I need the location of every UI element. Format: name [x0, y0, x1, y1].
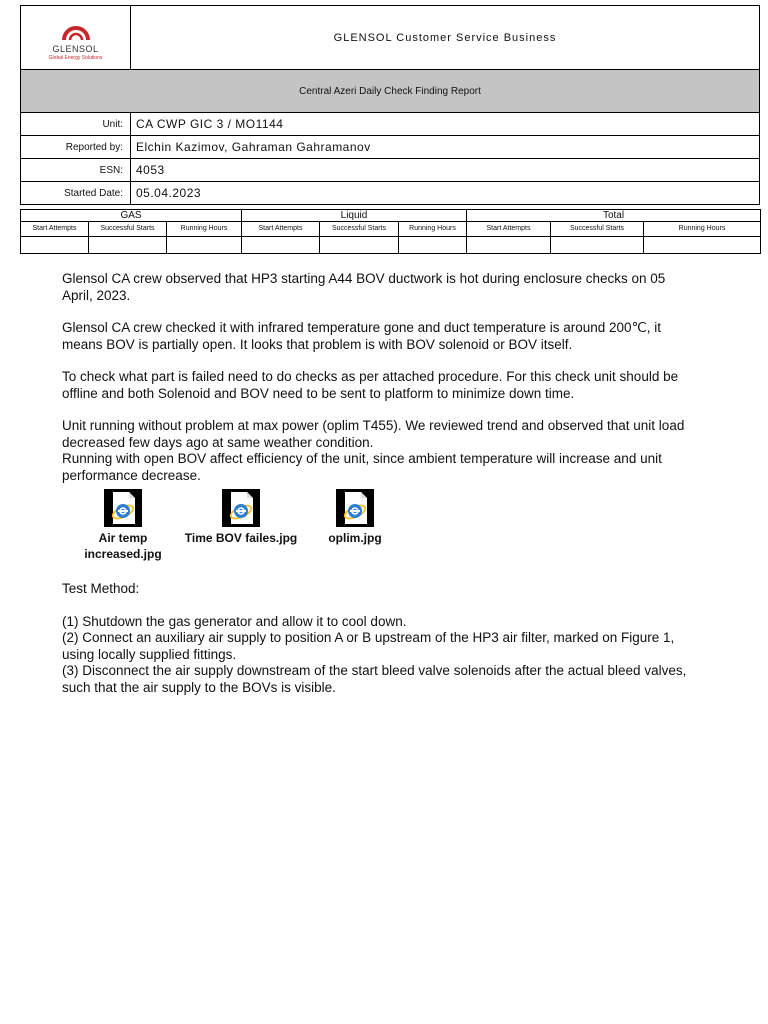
gas-successful-starts-header: Successful Starts — [89, 222, 167, 237]
observation-paragraph: Glensol CA crew observed that HP3 starting A44 BOV ductwork is hot during enclosure checks on 05 April, 2023. — [62, 271, 666, 303]
attachment-time-bov-label: Time BOV failes.jpg — [184, 531, 298, 545]
group-header-liquid: Liquid — [242, 210, 467, 222]
attachment-time-bov[interactable] — [182, 488, 300, 546]
unit-value: CA CWP GIC 3 / MO1144 — [131, 113, 760, 136]
report-title: Central Azeri Daily Check Finding Report — [21, 70, 760, 113]
total-start-attempts-cell — [467, 237, 551, 254]
gas-start-attempts-cell — [21, 237, 89, 254]
gas-successful-starts-cell — [89, 237, 167, 254]
attachment-oplim[interactable] — [320, 488, 390, 546]
attachment-air-temp-line2: increased.jpg — [84, 547, 162, 561]
logo-name: GLENSOL — [52, 43, 99, 54]
liquid-successful-starts-header: Successful Starts — [320, 222, 399, 237]
attachment-air-temp-line1: Air temp — [98, 531, 148, 545]
started-date-value: 05.04.2023 — [131, 182, 760, 205]
internet-explorer-file-icon — [335, 488, 375, 528]
gas-start-attempts-header: Start Attempts — [21, 222, 89, 237]
liquid-running-hours-cell — [399, 237, 467, 254]
total-running-hours-header: Running Hours — [644, 222, 761, 237]
trend-paragraph: Unit running without problem at max power (oplim T455). We reviewed trend and observed that unit load decreased few days ago at same weather condition. — [62, 418, 685, 450]
procedure-paragraph: To check what part is failed need to do checks as per attached procedure. For this check unit should be offline and both Solenoid and BOV need to be sent to platform to minimize down time. — [62, 369, 679, 401]
logo-cell — [21, 6, 131, 70]
started-date-label: Started Date: — [21, 182, 131, 205]
internet-explorer-file-icon — [103, 488, 143, 528]
gas-running-hours-cell — [167, 237, 242, 254]
total-successful-starts-cell — [551, 237, 644, 254]
gas-running-hours-header: Running Hours — [167, 222, 242, 237]
total-successful-starts-header: Successful Starts — [551, 222, 644, 237]
total-running-hours-cell — [644, 237, 761, 254]
liquid-successful-starts-cell — [320, 237, 399, 254]
logo-tagline: Global Energy Solutions — [48, 54, 103, 61]
esn-value: 4053 — [131, 159, 760, 182]
test-method-heading: Test Method: — [62, 581, 140, 596]
attachment-oplim-label: oplim.jpg — [328, 531, 382, 545]
test-method — [62, 581, 694, 696]
liquid-running-hours-header: Running Hours — [399, 222, 467, 237]
reported-by-value: Elchin Kazimov, Gahraman Gahramanov — [131, 136, 760, 159]
group-header-total: Total — [467, 210, 761, 222]
test-step-1: (1) Shutdown the gas generator and allow it to cool down. — [62, 613, 407, 629]
liquid-start-attempts-header: Start Attempts — [242, 222, 320, 237]
esn-label: ESN: — [21, 159, 131, 182]
empty-values-row — [21, 237, 761, 254]
liquid-start-attempts-cell — [242, 237, 320, 254]
internet-explorer-file-icon — [221, 488, 261, 528]
company-title: GLENSOL Customer Service Business — [131, 6, 760, 70]
inspection-paragraph: Glensol CA crew checked it with infrared temperature gone and duct temperature is around 200℃, it means BOV is partially open. It looks that problem is with BOV solenoid or BOV itself. — [62, 320, 661, 352]
reported-by-label: Reported by: — [21, 136, 131, 159]
group-header-gas: GAS — [21, 210, 242, 222]
efficiency-paragraph: Running with open BOV affect efficiency of the unit, since ambient temperature will increase and unit performance decrease. — [62, 451, 662, 483]
total-start-attempts-header: Start Attempts — [467, 222, 551, 237]
unit-label: Unit: — [21, 113, 131, 136]
report-header — [20, 5, 760, 205]
test-step-2: (2) Connect an auxiliary air supply to position A or B upstream of the HP3 air filter, marked on Figure 1, using locally supplied fittings. — [62, 630, 675, 662]
glensol-logo-icon — [56, 20, 96, 44]
attachment-air-temp[interactable] — [80, 488, 166, 562]
test-step-3: (3) Disconnect the air supply downstream of the start bleed valve solenoids after the actual bleed valves, such that the air supply to the BOVs is visible. — [62, 663, 687, 695]
report-body — [62, 271, 692, 484]
fuel-counts-table — [20, 209, 761, 254]
